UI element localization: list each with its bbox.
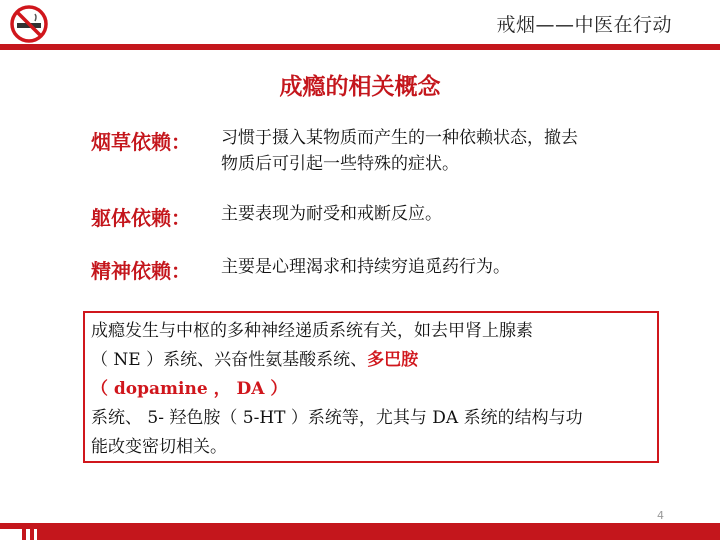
slide-title: 成瘾的相关概念 (279, 74, 441, 100)
definition-line: 主要表现为耐受和戒断反应。 (221, 204, 442, 224)
definition-physical-dependence (221, 201, 442, 227)
term-tobacco-dependence: 烟草依赖： (91, 130, 191, 154)
no-smoking-icon (9, 4, 49, 44)
info-line-1: 成瘾发生与中枢的多种神经递质系统有关，如去甲肾上腺素 (91, 321, 533, 341)
footer-bar (0, 523, 720, 540)
info-line-2 (91, 346, 651, 375)
neurotransmitter-info-box (83, 311, 659, 463)
page-number: 4 (657, 509, 664, 522)
term-psychological-dependence: 精神依赖： (91, 259, 191, 283)
info-line-5: 能改变密切相关。 (91, 437, 227, 457)
info-line-2-text: （ NE ）系统、兴奋性氨基酸系统、 (91, 350, 368, 370)
info-line-3-highlight: （ dopamine ， DA ） (91, 379, 288, 399)
footer-stripe (26, 529, 30, 540)
definition-line: 习惯于摄入某物质而产生的一种依赖状态，撤去 (221, 128, 578, 148)
info-line-4: 系统、 5- 羟色胺（ 5-HT ）系统等，尤其与 DA 系统的结构与功 (91, 408, 583, 428)
footer-stripe (34, 529, 37, 540)
definition-line: 主要是心理渴求和持续穷追觅药行为。 (221, 257, 510, 277)
term-physical-dependence: 躯体依赖： (91, 206, 191, 230)
definition-psychological-dependence (221, 254, 510, 280)
definition-line: 物质后可引起一些特殊的症状。 (221, 154, 459, 174)
header-divider (0, 44, 720, 50)
dopamine-highlight: 多巴胺 (367, 350, 419, 370)
header-title: 戒烟——中医在行动 (496, 14, 672, 36)
footer-stripe (0, 529, 22, 540)
definition-tobacco-dependence (221, 125, 578, 177)
